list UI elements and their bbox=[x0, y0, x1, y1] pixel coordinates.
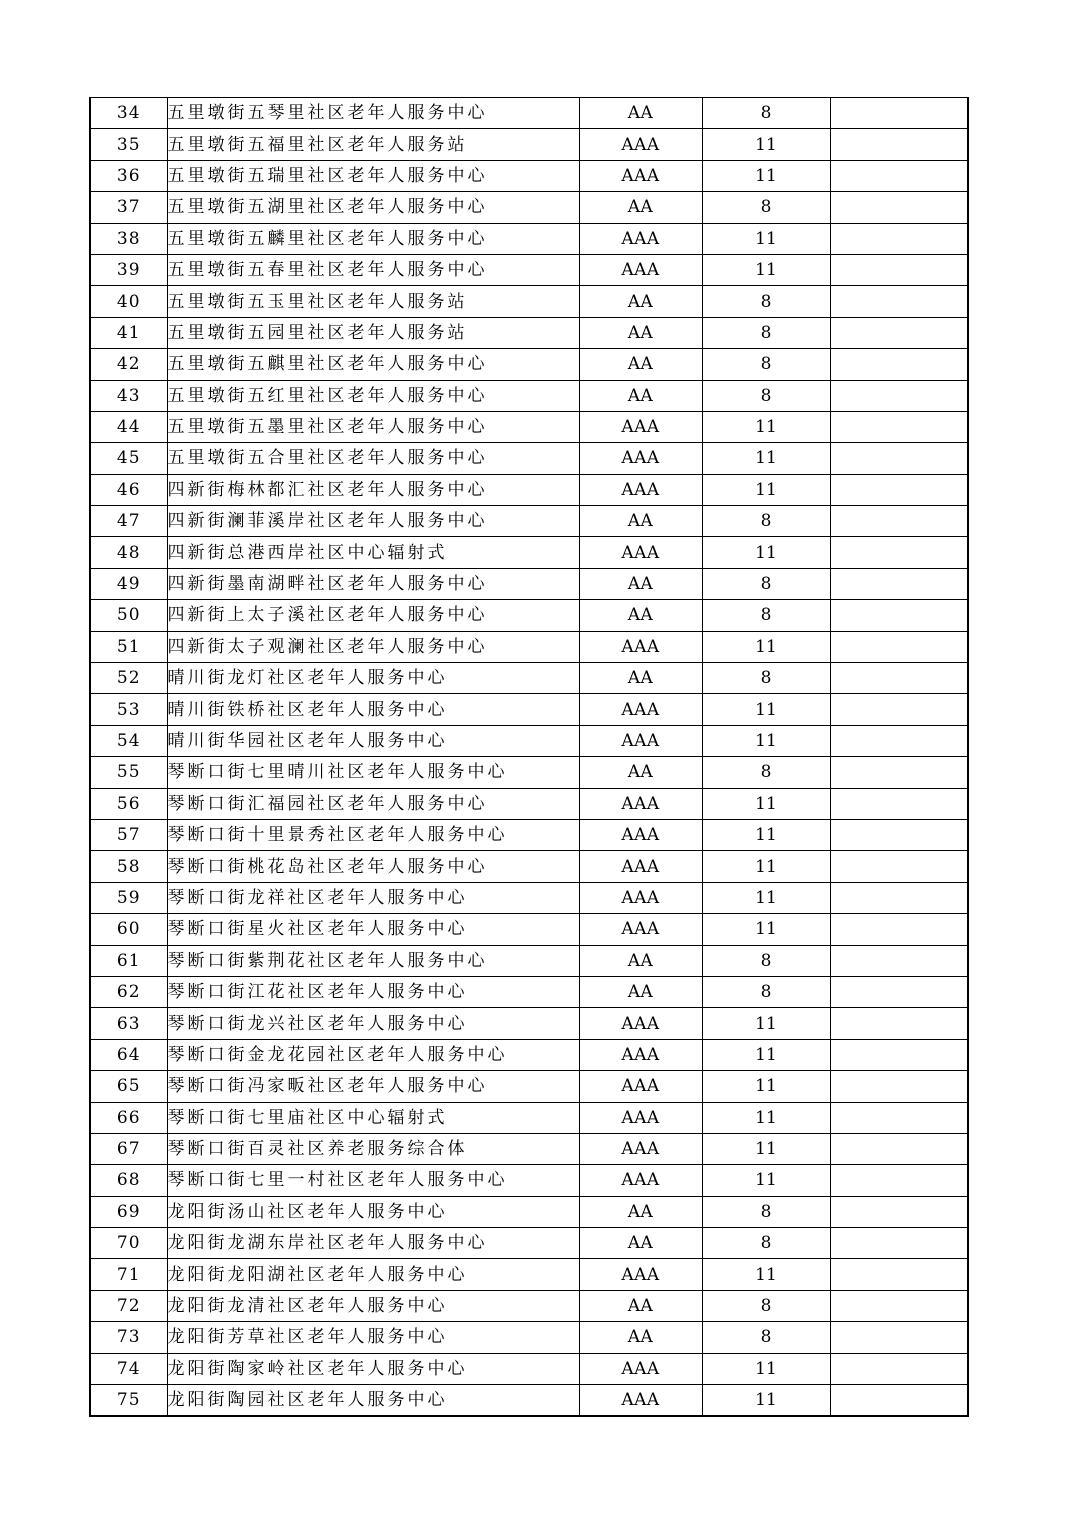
note-cell bbox=[830, 380, 968, 411]
center-name-cell: 龙阳街陶家岭社区老年人服务中心 bbox=[167, 1353, 579, 1384]
row-number-cell: 62 bbox=[90, 976, 167, 1007]
note-cell bbox=[830, 254, 968, 285]
note-cell bbox=[830, 474, 968, 505]
note-cell bbox=[830, 568, 968, 599]
table-row bbox=[90, 254, 968, 285]
table-row bbox=[90, 882, 968, 913]
score-cell: 11 bbox=[702, 1259, 830, 1290]
rating-level-cell: AA bbox=[579, 1196, 702, 1227]
row-number-cell: 65 bbox=[90, 1071, 167, 1102]
note-cell bbox=[830, 129, 968, 160]
table-row bbox=[90, 192, 968, 223]
score-cell: 8 bbox=[702, 1228, 830, 1259]
row-number-cell: 43 bbox=[90, 380, 167, 411]
table-row bbox=[90, 631, 968, 662]
table-row bbox=[90, 725, 968, 756]
center-name-cell: 五里墩街五麟里社区老年人服务中心 bbox=[167, 223, 579, 254]
center-name-cell: 琴断口街江花社区老年人服务中心 bbox=[167, 976, 579, 1007]
table-row bbox=[90, 694, 968, 725]
rating-level-cell: AA bbox=[579, 1228, 702, 1259]
table-row bbox=[90, 1385, 968, 1417]
row-number-cell: 34 bbox=[90, 98, 167, 129]
row-number-cell: 37 bbox=[90, 192, 167, 223]
score-cell: 11 bbox=[702, 1039, 830, 1070]
center-name-cell: 五里墩街五湖里社区老年人服务中心 bbox=[167, 192, 579, 223]
rating-level-cell: AA bbox=[579, 506, 702, 537]
row-number-cell: 54 bbox=[90, 725, 167, 756]
row-number-cell: 72 bbox=[90, 1290, 167, 1321]
row-number-cell: 48 bbox=[90, 537, 167, 568]
rating-level-cell: AAA bbox=[579, 788, 702, 819]
note-cell bbox=[830, 1039, 968, 1070]
note-cell bbox=[830, 788, 968, 819]
row-number-cell: 73 bbox=[90, 1322, 167, 1353]
center-name-cell: 五里墩街五琴里社区老年人服务中心 bbox=[167, 98, 579, 129]
rating-level-cell: AAA bbox=[579, 254, 702, 285]
rating-level-cell: AAA bbox=[579, 129, 702, 160]
score-cell: 11 bbox=[702, 443, 830, 474]
rating-level-cell: AAA bbox=[579, 1259, 702, 1290]
row-number-cell: 42 bbox=[90, 349, 167, 380]
center-name-cell: 五里墩街五春里社区老年人服务中心 bbox=[167, 254, 579, 285]
table-row bbox=[90, 914, 968, 945]
score-cell: 11 bbox=[702, 160, 830, 191]
note-cell bbox=[830, 223, 968, 254]
rating-level-cell: AAA bbox=[579, 1008, 702, 1039]
row-number-cell: 74 bbox=[90, 1353, 167, 1384]
center-name-cell: 琴断口街龙祥社区老年人服务中心 bbox=[167, 882, 579, 913]
table-row bbox=[90, 506, 968, 537]
rating-level-cell: AAA bbox=[579, 443, 702, 474]
center-name-cell: 龙阳街龙湖东岸社区老年人服务中心 bbox=[167, 1228, 579, 1259]
rating-level-cell: AAA bbox=[579, 1071, 702, 1102]
table-row bbox=[90, 160, 968, 191]
score-cell: 11 bbox=[702, 1385, 830, 1417]
score-cell: 11 bbox=[702, 1102, 830, 1133]
score-cell: 11 bbox=[702, 1071, 830, 1102]
table-row bbox=[90, 1196, 968, 1227]
score-cell: 8 bbox=[702, 945, 830, 976]
table-row bbox=[90, 600, 968, 631]
rating-level-cell: AA bbox=[579, 600, 702, 631]
score-cell: 11 bbox=[702, 129, 830, 160]
table-row bbox=[90, 851, 968, 882]
center-name-cell: 晴川街龙灯社区老年人服务中心 bbox=[167, 663, 579, 694]
row-number-cell: 47 bbox=[90, 506, 167, 537]
center-name-cell: 四新街上太子溪社区老年人服务中心 bbox=[167, 600, 579, 631]
rating-level-cell: AA bbox=[579, 1290, 702, 1321]
table-row bbox=[90, 1259, 968, 1290]
center-name-cell: 琴断口街百灵社区养老服务综合体 bbox=[167, 1133, 579, 1164]
center-name-cell: 五里墩街五园里社区老年人服务站 bbox=[167, 317, 579, 348]
row-number-cell: 66 bbox=[90, 1102, 167, 1133]
rating-level-cell: AA bbox=[579, 380, 702, 411]
table-row bbox=[90, 537, 968, 568]
note-cell bbox=[830, 1008, 968, 1039]
note-cell bbox=[830, 663, 968, 694]
row-number-cell: 51 bbox=[90, 631, 167, 662]
table-row bbox=[90, 757, 968, 788]
score-cell: 11 bbox=[702, 254, 830, 285]
table-row bbox=[90, 1353, 968, 1384]
row-number-cell: 70 bbox=[90, 1228, 167, 1259]
rating-level-cell: AA bbox=[579, 757, 702, 788]
note-cell bbox=[830, 1259, 968, 1290]
table-body bbox=[90, 98, 968, 1417]
score-cell: 8 bbox=[702, 317, 830, 348]
row-number-cell: 49 bbox=[90, 568, 167, 599]
score-cell: 8 bbox=[702, 568, 830, 599]
rating-level-cell: AAA bbox=[579, 882, 702, 913]
note-cell bbox=[830, 976, 968, 1007]
score-cell: 11 bbox=[702, 411, 830, 442]
row-number-cell: 50 bbox=[90, 600, 167, 631]
row-number-cell: 45 bbox=[90, 443, 167, 474]
row-number-cell: 69 bbox=[90, 1196, 167, 1227]
note-cell bbox=[830, 1102, 968, 1133]
note-cell bbox=[830, 819, 968, 850]
score-cell: 8 bbox=[702, 98, 830, 129]
score-cell: 8 bbox=[702, 286, 830, 317]
table-row bbox=[90, 380, 968, 411]
note-cell bbox=[830, 1071, 968, 1102]
center-name-cell: 龙阳街龙阳湖社区老年人服务中心 bbox=[167, 1259, 579, 1290]
score-cell: 11 bbox=[702, 631, 830, 662]
center-name-cell: 琴断口街桃花岛社区老年人服务中心 bbox=[167, 851, 579, 882]
score-cell: 8 bbox=[702, 380, 830, 411]
note-cell bbox=[830, 537, 968, 568]
note-cell bbox=[830, 317, 968, 348]
center-name-cell: 五里墩街五瑞里社区老年人服务中心 bbox=[167, 160, 579, 191]
score-cell: 8 bbox=[702, 757, 830, 788]
table-row bbox=[90, 1228, 968, 1259]
center-name-cell: 琴断口街龙兴社区老年人服务中心 bbox=[167, 1008, 579, 1039]
score-cell: 8 bbox=[702, 349, 830, 380]
rating-level-cell: AAA bbox=[579, 160, 702, 191]
table-row bbox=[90, 1133, 968, 1164]
row-number-cell: 58 bbox=[90, 851, 167, 882]
table-row bbox=[90, 317, 968, 348]
row-number-cell: 67 bbox=[90, 1133, 167, 1164]
rating-level-cell: AA bbox=[579, 945, 702, 976]
center-name-cell: 晴川街铁桥社区老年人服务中心 bbox=[167, 694, 579, 725]
rating-level-cell: AAA bbox=[579, 694, 702, 725]
note-cell bbox=[830, 694, 968, 725]
center-name-cell: 琴断口街星火社区老年人服务中心 bbox=[167, 914, 579, 945]
score-cell: 11 bbox=[702, 1008, 830, 1039]
rating-level-cell: AA bbox=[579, 349, 702, 380]
score-cell: 11 bbox=[702, 694, 830, 725]
note-cell bbox=[830, 192, 968, 223]
table-row bbox=[90, 663, 968, 694]
score-cell: 8 bbox=[702, 506, 830, 537]
rating-level-cell: AA bbox=[579, 192, 702, 223]
score-cell: 8 bbox=[702, 976, 830, 1007]
rating-level-cell: AAA bbox=[579, 1385, 702, 1417]
row-number-cell: 75 bbox=[90, 1385, 167, 1417]
center-name-cell: 五里墩街五合里社区老年人服务中心 bbox=[167, 443, 579, 474]
note-cell bbox=[830, 1353, 968, 1384]
note-cell bbox=[830, 1133, 968, 1164]
row-number-cell: 71 bbox=[90, 1259, 167, 1290]
center-name-cell: 五里墩街五墨里社区老年人服务中心 bbox=[167, 411, 579, 442]
rating-level-cell: AAA bbox=[579, 1165, 702, 1196]
row-number-cell: 38 bbox=[90, 223, 167, 254]
score-cell: 11 bbox=[702, 788, 830, 819]
note-cell bbox=[830, 1165, 968, 1196]
score-cell: 11 bbox=[702, 882, 830, 913]
rating-level-cell: AAA bbox=[579, 1039, 702, 1070]
score-cell: 8 bbox=[702, 600, 830, 631]
rating-level-cell: AAA bbox=[579, 819, 702, 850]
score-cell: 11 bbox=[702, 1133, 830, 1164]
table-row bbox=[90, 945, 968, 976]
score-cell: 11 bbox=[702, 474, 830, 505]
score-cell: 11 bbox=[702, 537, 830, 568]
note-cell bbox=[830, 1196, 968, 1227]
note-cell bbox=[830, 725, 968, 756]
center-name-cell: 琴断口街七里晴川社区老年人服务中心 bbox=[167, 757, 579, 788]
rating-level-cell: AA bbox=[579, 976, 702, 1007]
table-row bbox=[90, 1322, 968, 1353]
row-number-cell: 59 bbox=[90, 882, 167, 913]
score-cell: 8 bbox=[702, 1322, 830, 1353]
note-cell bbox=[830, 631, 968, 662]
row-number-cell: 53 bbox=[90, 694, 167, 725]
score-cell: 11 bbox=[702, 851, 830, 882]
center-name-cell: 晴川街华园社区老年人服务中心 bbox=[167, 725, 579, 756]
note-cell bbox=[830, 1290, 968, 1321]
row-number-cell: 46 bbox=[90, 474, 167, 505]
center-name-cell: 龙阳街汤山社区老年人服务中心 bbox=[167, 1196, 579, 1227]
center-name-cell: 琴断口街汇福园社区老年人服务中心 bbox=[167, 788, 579, 819]
note-cell bbox=[830, 411, 968, 442]
row-number-cell: 56 bbox=[90, 788, 167, 819]
note-cell bbox=[830, 349, 968, 380]
row-number-cell: 68 bbox=[90, 1165, 167, 1196]
table-row bbox=[90, 976, 968, 1007]
row-number-cell: 60 bbox=[90, 914, 167, 945]
row-number-cell: 55 bbox=[90, 757, 167, 788]
table-row bbox=[90, 1008, 968, 1039]
rating-level-cell: AAA bbox=[579, 411, 702, 442]
center-name-cell: 琴断口街七里一村社区老年人服务中心 bbox=[167, 1165, 579, 1196]
center-name-cell: 龙阳街陶园社区老年人服务中心 bbox=[167, 1385, 579, 1417]
row-number-cell: 61 bbox=[90, 945, 167, 976]
center-name-cell: 五里墩街五红里社区老年人服务中心 bbox=[167, 380, 579, 411]
service-center-table bbox=[89, 97, 969, 1417]
center-name-cell: 五里墩街五玉里社区老年人服务站 bbox=[167, 286, 579, 317]
score-cell: 11 bbox=[702, 725, 830, 756]
table-row bbox=[90, 1165, 968, 1196]
center-name-cell: 四新街墨南湖畔社区老年人服务中心 bbox=[167, 568, 579, 599]
rating-level-cell: AAA bbox=[579, 223, 702, 254]
center-name-cell: 琴断口街紫荆花社区老年人服务中心 bbox=[167, 945, 579, 976]
center-name-cell: 琴断口街七里庙社区中心辐射式 bbox=[167, 1102, 579, 1133]
note-cell bbox=[830, 443, 968, 474]
rating-level-cell: AAA bbox=[579, 631, 702, 662]
table-row bbox=[90, 1102, 968, 1133]
table-row bbox=[90, 1071, 968, 1102]
note-cell bbox=[830, 882, 968, 913]
row-number-cell: 63 bbox=[90, 1008, 167, 1039]
row-number-cell: 64 bbox=[90, 1039, 167, 1070]
score-cell: 11 bbox=[702, 1353, 830, 1384]
table-row bbox=[90, 819, 968, 850]
score-cell: 11 bbox=[702, 1165, 830, 1196]
center-name-cell: 琴断口街金龙花园社区老年人服务中心 bbox=[167, 1039, 579, 1070]
center-name-cell: 四新街澜菲溪岸社区老年人服务中心 bbox=[167, 506, 579, 537]
center-name-cell: 四新街总港西岸社区中心辐射式 bbox=[167, 537, 579, 568]
note-cell bbox=[830, 1322, 968, 1353]
center-name-cell: 五里墩街五麒里社区老年人服务中心 bbox=[167, 349, 579, 380]
center-name-cell: 龙阳街龙清社区老年人服务中心 bbox=[167, 1290, 579, 1321]
note-cell bbox=[830, 945, 968, 976]
score-cell: 11 bbox=[702, 819, 830, 850]
note-cell bbox=[830, 98, 968, 129]
rating-level-cell: AAA bbox=[579, 914, 702, 945]
rating-level-cell: AAA bbox=[579, 1133, 702, 1164]
note-cell bbox=[830, 506, 968, 537]
table-row bbox=[90, 223, 968, 254]
center-name-cell: 四新街太子观澜社区老年人服务中心 bbox=[167, 631, 579, 662]
row-number-cell: 35 bbox=[90, 129, 167, 160]
note-cell bbox=[830, 851, 968, 882]
rating-level-cell: AAA bbox=[579, 537, 702, 568]
rating-level-cell: AAA bbox=[579, 474, 702, 505]
rating-level-cell: AA bbox=[579, 286, 702, 317]
score-cell: 11 bbox=[702, 223, 830, 254]
table-row bbox=[90, 411, 968, 442]
note-cell bbox=[830, 757, 968, 788]
table-row bbox=[90, 1290, 968, 1321]
table-row bbox=[90, 474, 968, 505]
note-cell bbox=[830, 1228, 968, 1259]
table-row bbox=[90, 286, 968, 317]
note-cell bbox=[830, 914, 968, 945]
center-name-cell: 龙阳街芳草社区老年人服务中心 bbox=[167, 1322, 579, 1353]
row-number-cell: 36 bbox=[90, 160, 167, 191]
row-number-cell: 44 bbox=[90, 411, 167, 442]
center-name-cell: 琴断口街十里景秀社区老年人服务中心 bbox=[167, 819, 579, 850]
table-row bbox=[90, 443, 968, 474]
score-cell: 8 bbox=[702, 1290, 830, 1321]
center-name-cell: 琴断口街冯家畈社区老年人服务中心 bbox=[167, 1071, 579, 1102]
rating-level-cell: AAA bbox=[579, 725, 702, 756]
note-cell bbox=[830, 160, 968, 191]
rating-level-cell: AA bbox=[579, 98, 702, 129]
note-cell bbox=[830, 286, 968, 317]
score-cell: 11 bbox=[702, 914, 830, 945]
rating-level-cell: AAA bbox=[579, 1353, 702, 1384]
row-number-cell: 39 bbox=[90, 254, 167, 285]
center-name-cell: 四新街梅林都汇社区老年人服务中心 bbox=[167, 474, 579, 505]
row-number-cell: 41 bbox=[90, 317, 167, 348]
rating-level-cell: AA bbox=[579, 317, 702, 348]
row-number-cell: 40 bbox=[90, 286, 167, 317]
rating-level-cell: AAA bbox=[579, 1102, 702, 1133]
row-number-cell: 52 bbox=[90, 663, 167, 694]
rating-level-cell: AA bbox=[579, 1322, 702, 1353]
note-cell bbox=[830, 1385, 968, 1417]
score-cell: 8 bbox=[702, 1196, 830, 1227]
table-row bbox=[90, 568, 968, 599]
score-cell: 8 bbox=[702, 192, 830, 223]
table-row bbox=[90, 98, 968, 129]
table-row bbox=[90, 1039, 968, 1070]
rating-level-cell: AA bbox=[579, 568, 702, 599]
table-row bbox=[90, 129, 968, 160]
row-number-cell: 57 bbox=[90, 819, 167, 850]
rating-level-cell: AAA bbox=[579, 851, 702, 882]
center-name-cell: 五里墩街五福里社区老年人服务站 bbox=[167, 129, 579, 160]
rating-level-cell: AA bbox=[579, 663, 702, 694]
table-row bbox=[90, 788, 968, 819]
score-cell: 8 bbox=[702, 663, 830, 694]
table-row bbox=[90, 349, 968, 380]
note-cell bbox=[830, 600, 968, 631]
